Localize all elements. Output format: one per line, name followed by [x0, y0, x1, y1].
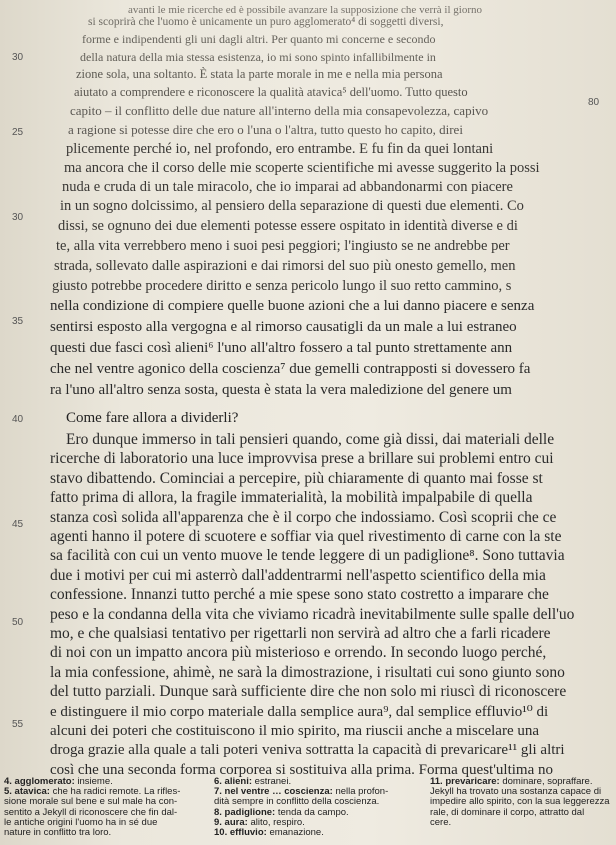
line-number: 50 [12, 617, 24, 628]
text-line: dissi, se ognuno dei due elementi potesse essere ospitato in identità diverse e di [58, 218, 518, 234]
text-line: che nel ventre agonico della coscienza⁷ due gemelli contrapposti si dovessero fa [50, 361, 531, 377]
footnote: 4. agglomerato: insieme. [4, 776, 113, 787]
text-line: aiutato a comprendere e riconoscere la qualità atavica⁵ dell'uomo. Tutto questo [74, 85, 468, 99]
line-number: 45 [12, 519, 24, 530]
footnotes-col-1 [4, 777, 204, 838]
footnotes-col-3 [430, 777, 616, 828]
line-number: 35 [12, 316, 24, 327]
footnote: sentito a Jekyll di riconoscere che fin dal- [4, 806, 178, 818]
line-number: 30 [12, 52, 24, 63]
text-line: del tutto parziali. Dunque sarà sufficiente dire che non solo mi riuscì di riconoscere [50, 683, 567, 701]
text-line: si scoprirà che l'uomo è unicamente un puro agglomerato⁴ di soggetti diversi, [88, 16, 444, 28]
footnote: 8. padiglione: tenda da campo. [214, 806, 349, 818]
text-line: alcuni dei poteri che costituiscono il mio spirito, ma riuscii anche a miscelare una [50, 723, 540, 739]
text-line: forme e indipendenti gli uni dagli altri. Per quanto mi concerne e secondo [82, 32, 436, 46]
footnote: 7. nel ventre … coscienza: nella profon- [214, 786, 389, 798]
footnote: 6. alieni: estranei. [214, 776, 292, 787]
text-line: avanti le mie ricerche ed è possibile avanzare la supposizione che verrà il giorno [128, 4, 482, 16]
text-line: sa facilità con cui un vento muove le tende leggere di un padiglione⁸. Sono tuttavia [50, 547, 565, 565]
text-line: così che una seconda forma corporea si sostituiva alla prima. Forma quest'ultima no [50, 761, 553, 778]
text-line: te, alla vita verrebbero meno i suoi pesi peggiori; l'ingiusto se ne andrebbe per [56, 238, 510, 254]
text-line: droga grazie alla quale a tali poteri veniva sottratta la capacità di prevaricare¹¹ gli altri [50, 742, 565, 759]
footnote: 9. aura: alito, respiro. [214, 816, 305, 828]
text-line: della natura della mia stessa esistenza, io mi sono spinto infallibilmente in [80, 50, 436, 64]
text-line: mo, e che qualsiasi tentativo per rigettarli non servirà ad altro che a farli ricadere [50, 625, 551, 642]
text-line: e distinguere il mio corpo materiale dalla semplice aura⁹, dal semplice effluvio¹⁰ di [50, 703, 549, 720]
text-line: in un sogno dolcissimo, al pensiero della separazione di questi due elementi. Co [60, 198, 524, 214]
text-line: strada, sollevato dalle aspirazioni e dai rimorsi del suo più onesto gemello, men [54, 258, 516, 274]
line-number: 25 [12, 127, 24, 138]
footnote: 10. effluvio: emanazione. [214, 827, 324, 839]
text-line: peso e la condanna della vita che viviamo ricadrà inevitabilmente sulle spalle dell'uo [50, 605, 575, 623]
line-number: 40 [12, 414, 24, 425]
text-line: ma ancora che il corso delle mie scoperte scientifiche mi avesse suggerito la possi [64, 160, 540, 176]
text-line: di noi con un impatto ancora più misterioso e orrendo. In secondo luogo perché, [50, 644, 547, 662]
footnote: le antiche origini l'uomo ha in sé due [4, 816, 158, 828]
footnote: rale, di dominare il corpo, attratto dal [430, 806, 585, 818]
section-question: Come fare allora a dividerli? [66, 410, 239, 426]
text-line: zione sola, una soltanto. È stata la parte morale in me e nella mia persona [76, 67, 443, 81]
side-mark: 80 [588, 97, 600, 108]
footnote: dità sempre in conflitto della coscienza. [214, 796, 380, 808]
footnote: cere. [430, 816, 452, 828]
footnote: sione morale sul bene e sul male ha con- [4, 796, 178, 808]
line-number: 30 [12, 212, 24, 223]
text-line: due i motivi per cui mi asterrò dall'addentrarmi nell'aspetto scientifico della mia [50, 566, 546, 584]
footnote: impedire allo spirito, con la sua leggerezza [430, 796, 610, 808]
text-line: ra l'uno all'altro senza sosta, questa è stata la vera maledizione del genere um [50, 382, 512, 398]
text-line: nuda e cruda di un tale miracolo, che io imparai ad abbandonarmi con piacere [62, 179, 513, 195]
text-line: stanza così solida all'apparenza che è il corpo che indossiamo. Così scoprii che ce [50, 508, 557, 526]
text-line: a ragione si potesse dire che ero o l'una o l'altra, tutto questo ho capito, direi [68, 122, 463, 137]
footnote: 11. prevaricare: dominare, sopraffare. [430, 776, 593, 787]
footnote: nature in conflitto tra loro. [4, 827, 112, 839]
text-line: fatto prima di allora, la fragile immaterialità, la mobilità impalpabile di quella [50, 489, 533, 507]
text-line: giusto potrebbe procedere diritto e senza pericolo lungo il suo retto cammino, s [52, 278, 512, 294]
text-line: capito – il conflitto delle due nature all'interno della mia consapevolezza, capivo [70, 103, 489, 118]
footnote: Jekyll ha trovato una sostanza capace di [430, 786, 602, 798]
text-line: Ero dunque immerso in tali pensieri quando, come già dissi, dai materiali delle [66, 431, 555, 448]
text-line: nella condizione di compiere quelle buone azioni che a lui danno piacere e senza [50, 298, 535, 314]
text-line: agenti hanno il potere di scuotere e soffiar via quel rivestimento di carne con la ste [50, 528, 562, 545]
text-line: ricerche di laboratorio una luce improvvisa prese a brillare sui problemi entro cui [50, 450, 554, 468]
footnote: 5. atavica: che ha radici remote. La rifles- [4, 786, 181, 798]
text-line: la mia confessione, ahimè, ne sarà la dimostrazione, i risultati cui sono giunto sono [50, 663, 565, 681]
text-line: sentirsi esposto alla vergogna e al rimorso causatigli da un male a lui estraneo [50, 319, 517, 335]
footnotes-col-2 [214, 777, 414, 838]
line-number: 55 [12, 719, 24, 730]
text-line: questi due fasci così alieni⁶ l'uno all'altro fossero a tal punto strettamente ann [50, 340, 513, 356]
text-line: stavo dibattendo. Cominciai a percepire, più chiaramente di quanto mai fosse st [50, 469, 543, 487]
text-line: confessione. Innanzi tutto perché a mie spese sono stato costretto a imparare che [50, 586, 549, 604]
text-line: plicemente perché io, nel profondo, ero entrambe. E fu fin da quei lontani [66, 141, 494, 157]
